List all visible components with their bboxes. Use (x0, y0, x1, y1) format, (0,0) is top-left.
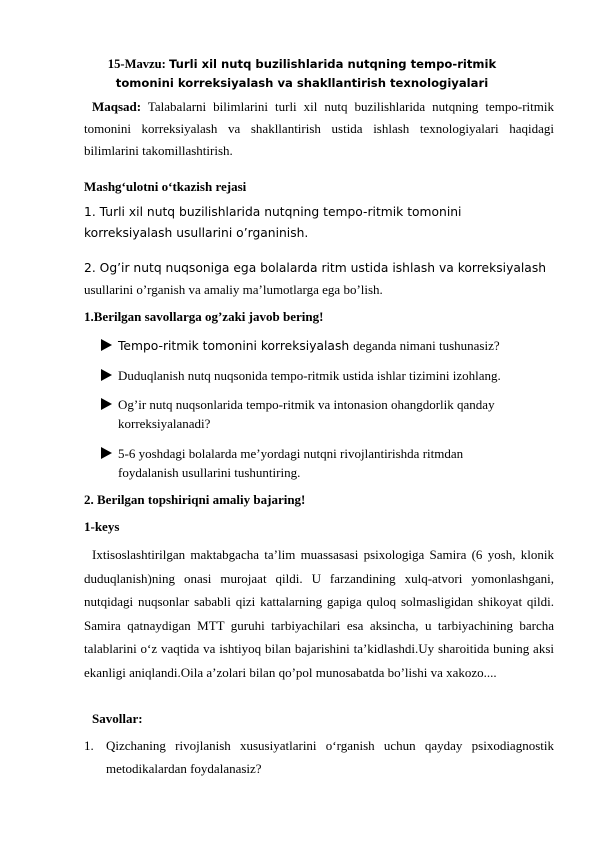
plan-item-2: 2. Og’ir nutq nuqsoniga ega bolalarda ritm ustida ishlash va korreksiyalash (84, 261, 547, 275)
case-paragraph: Ixtisoslashtirilgan maktabgacha ta’lim muassasasi psixologiga Samira (6 yosh, klonik duduqlanish)ning onasi murojaat qildi. U farzandining xulq-atvori yomonlashgani, nutqidagi nuqsonlar sababli qizi kattalarning gapiga quloq solmasligidan shikoyat qildi. Samira qatnaydigan MTT guruhi tarbiyachilari esa aksincha, u tarbiyachining barcha talablarini o‘z vaqtida va ishtiyoq bilan bajarishini ta’kidlashdi.Uy sharoitida buning aksi ekanligi aniqlandi.Oila a’zolari bilan qo’pol munosabatda bo’lishi va xakozo.... (84, 547, 554, 680)
questions-heading: Savollar: (92, 711, 143, 726)
plan-heading: Mashg‘ulotni o‘tkazish rejasi (84, 179, 247, 194)
title-text: Turli xil nutq buzilishlarida nutqning tempo-ritmik tomonini korreksiyalash va shakllantirish texnologiyalari (115, 57, 497, 90)
question-item: Duduqlanish nutq nuqsonida tempo-ritmik ustida ishlar tizimini izohlang. (101, 366, 541, 385)
triangle-bullet-icon (101, 398, 112, 410)
section-1-heading: 1.Berilgan savollarga og’zaki javob bering! (84, 309, 324, 324)
question-text: Qizchaning rivojlanish xususiyatlarini o‘rganish uchun qayday psixodiagnostik metodikalardan foydalanasiz? (106, 738, 554, 776)
triangle-bullet-icon (101, 369, 112, 381)
question-item: Og’ir nutq nuqsonlarida tempo-ritmik va intonasion ohangdorlik qanday korreksiyalanadi? (101, 395, 531, 433)
question-item: Tempo-ritmik tomonini korreksiyalash deganda nimani tushunasiz? (101, 336, 541, 356)
section-2-heading: 2. Berilgan topshiriqni amaliy bajaring! (84, 492, 306, 507)
goal-paragraph (84, 96, 554, 162)
question-item: 5-6 yoshdagi bolalarda me’yordagi nutqni rivojlantirishda ritmdan foydalanish usullarini tushuntiring. (101, 444, 511, 482)
goal-label: Maqsad: (92, 99, 142, 114)
plan-item-1: 1. Turli xil nutq buzilishlarida nutqning tempo-ritmik tomonini korreksiyalash usullarini o’rganinish. (84, 205, 462, 240)
case-heading: 1-keys (84, 519, 120, 534)
page-title (84, 55, 520, 93)
question-number: 1. (84, 738, 94, 753)
plan-item-2-continued: usullarini o’rganish va amaliy ma’lumotlarga ega bo’lish. (84, 282, 383, 297)
goal-text: Talabalarni bilimlarini turli xil nutq buzilishlarida nutqning tempo-ritmik tomonini korreksiyalash va shakllantirish ustida ishlash texnologiyalari haqidagi bilimlarini takomillashtirish. (84, 99, 554, 158)
numbered-question (84, 734, 554, 780)
title-topic-number: 15-Mavzu: (107, 57, 169, 71)
triangle-bullet-icon (101, 339, 112, 351)
triangle-bullet-icon (101, 447, 112, 459)
